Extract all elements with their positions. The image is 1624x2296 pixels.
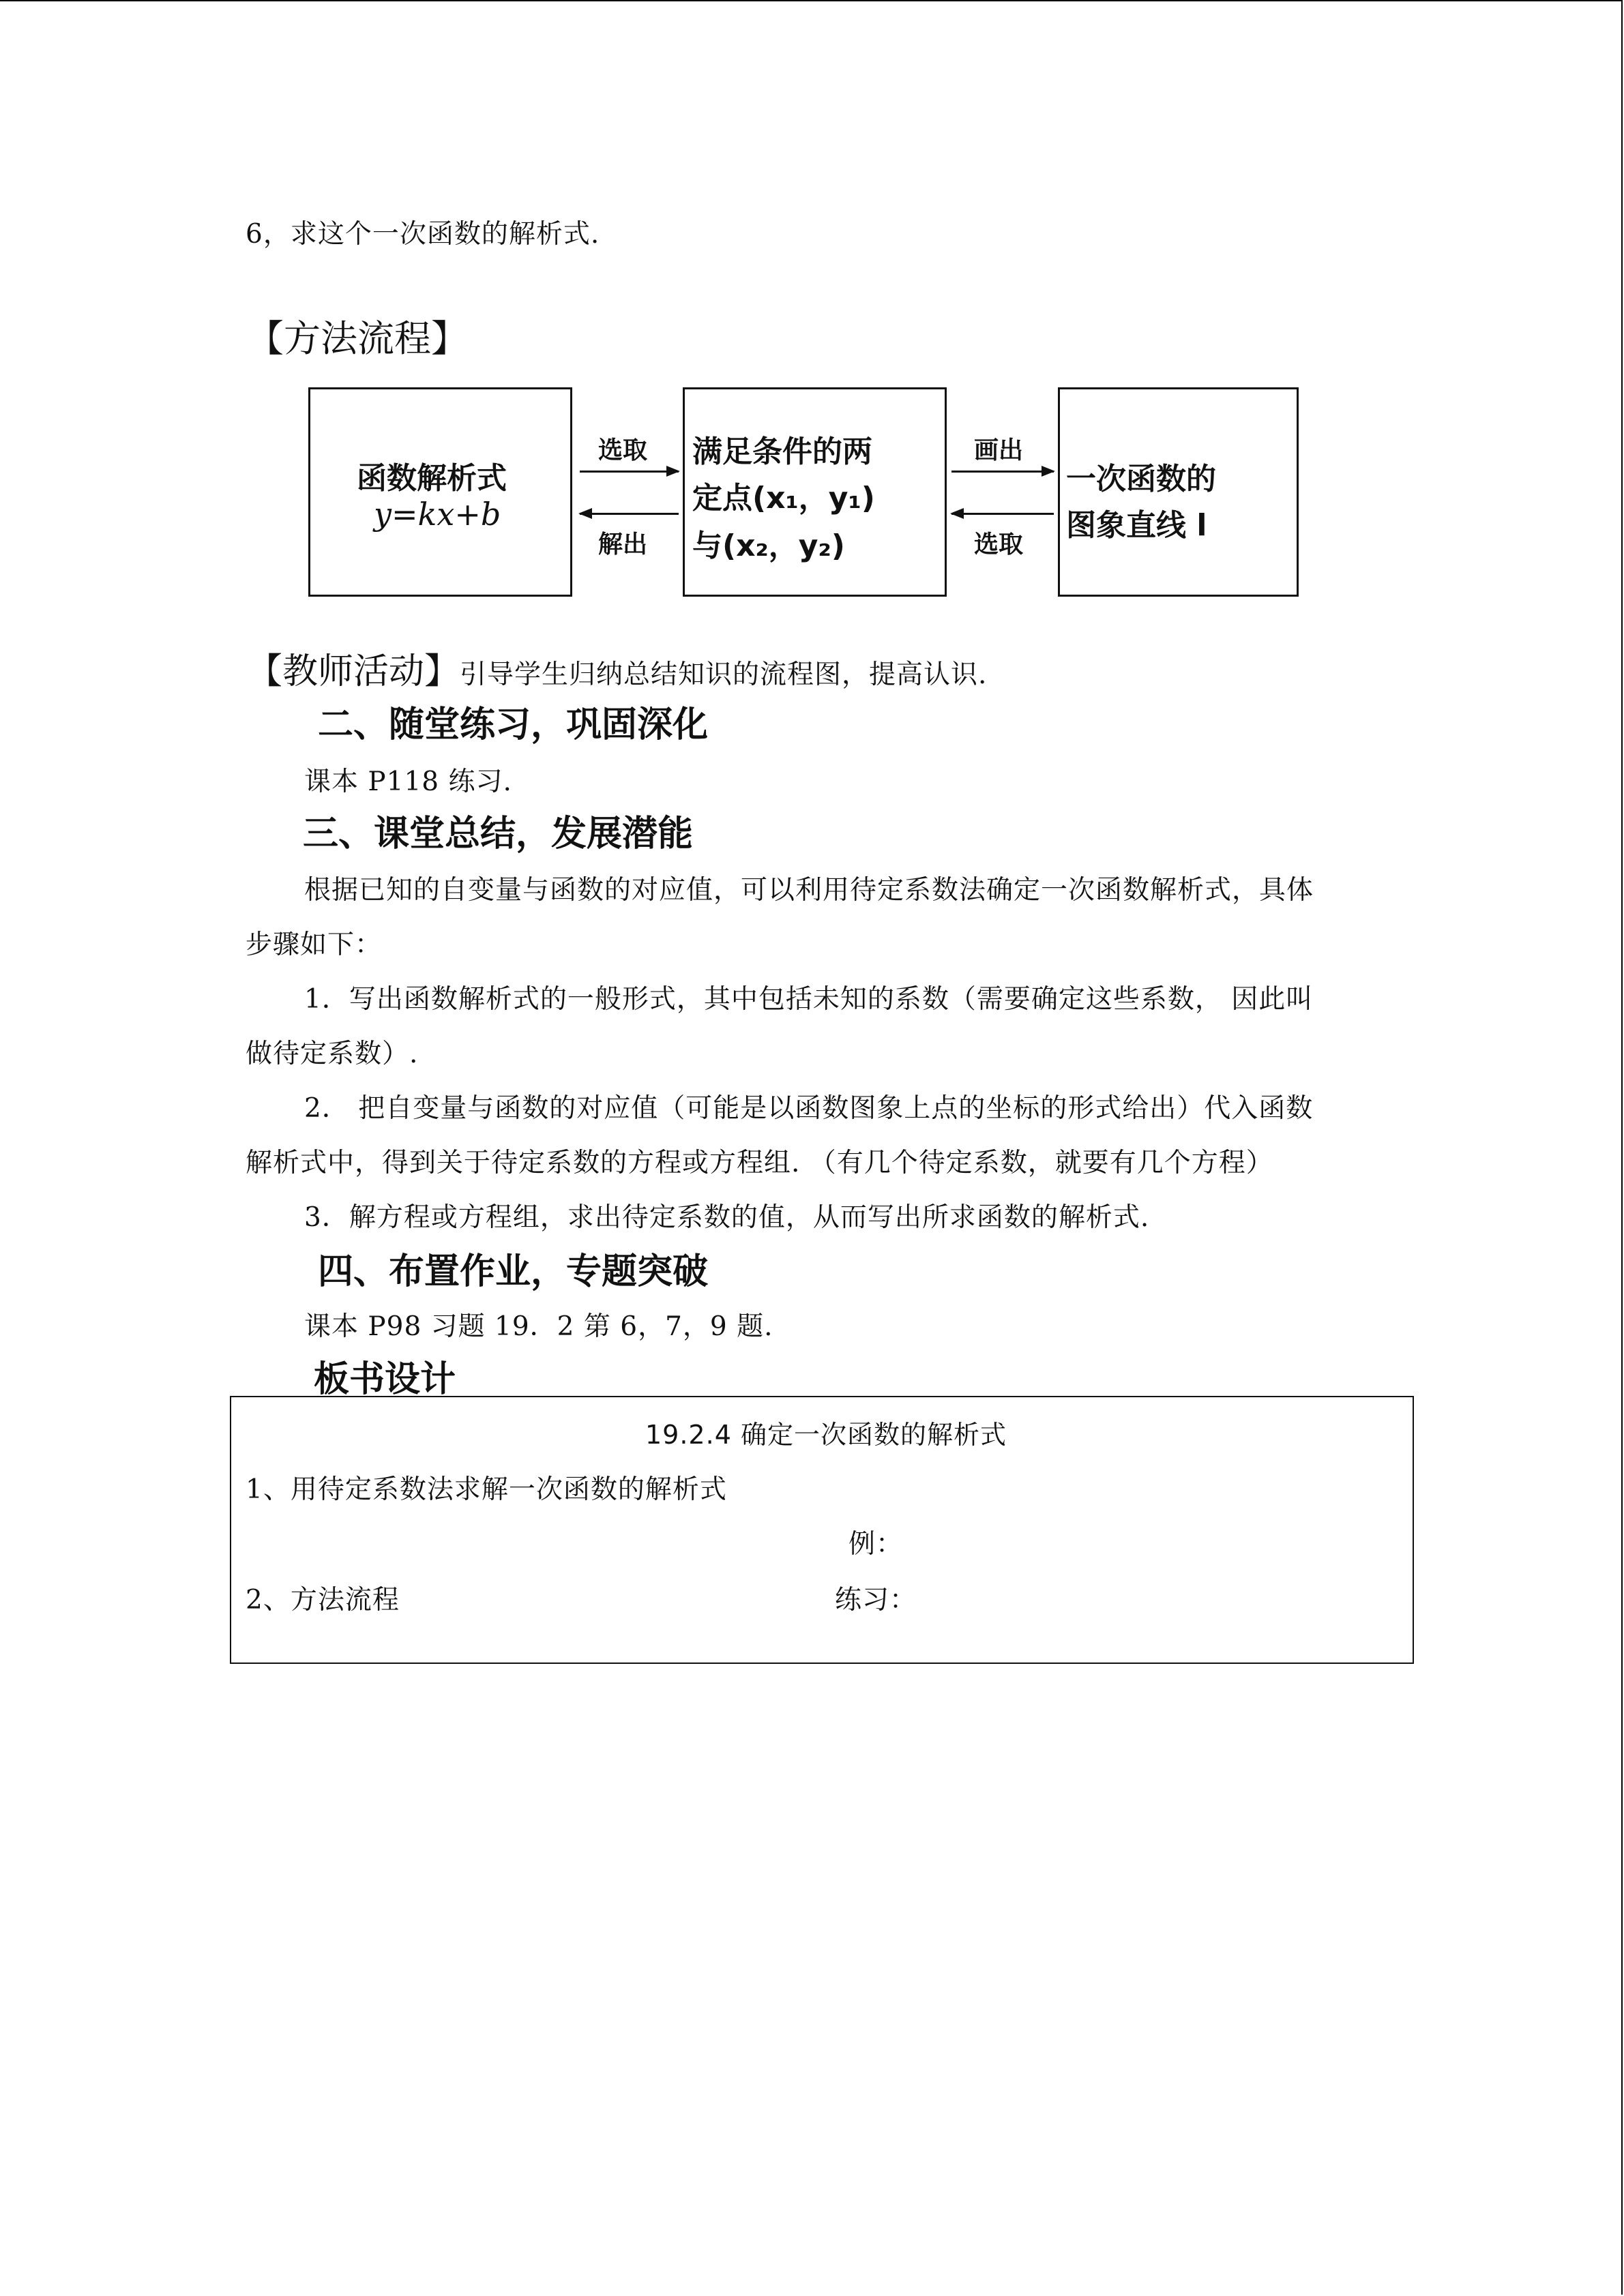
section4-text: 课本 P98 习题 19．2 第 6，7，9 题. [304, 1311, 773, 1342]
section3-para-line2: 步骤如下： [246, 929, 383, 960]
teacher-activity-text: 引导学生归纳总结知识的流程图，提高认识. [460, 659, 988, 690]
section2-heading: 二、随堂练习，巩固深化 [318, 704, 709, 745]
section3-para-line1: 根据已知的自变量与函数的对应值，可以利用待定系数法确定一次函数解析式，具体 [304, 875, 1314, 906]
intro-line: 6，求这个一次函数的解析式. [246, 219, 600, 250]
teacher-activity [247, 642, 987, 694]
arrow-right-1 [580, 471, 679, 473]
section2-text: 课本 P118 练习. [304, 766, 512, 797]
board-title: 19.2.4 确定一次函数的解析式 [645, 1420, 1007, 1450]
arrow-left-2 [951, 513, 1054, 515]
step2-line1: 2． 把自变量与函数的对应值（可能是以函数图象上点的坐标的形式给出）代入函数 [304, 1093, 1314, 1124]
box1-formula: y=kx+b [374, 496, 501, 533]
section4-heading: 四、布置作业，专题突破 [318, 1251, 709, 1292]
box1-label: 函数解析式 [357, 461, 507, 496]
method-heading: 【方法流程】 [247, 317, 468, 360]
arrow2-bottom-label: 选取 [974, 531, 1024, 558]
step1-line1: 1．写出函数解析式的一般形式，其中包括未知的系数（需要确定这些系数， 因此叫 [304, 984, 1314, 1015]
step3: 3．解方程或方程组，求出待定系数的值，从而写出所求函数的解析式. [304, 1202, 1150, 1233]
box3-line1: 一次函数的 [1066, 462, 1216, 496]
box2-line2: 定点(x₁，y₁) [692, 481, 875, 516]
board-item1: 1、用待定系数法求解一次函数的解析式 [246, 1474, 727, 1505]
arrow2-top-label: 画出 [974, 436, 1024, 464]
board-example: 例： [848, 1529, 904, 1560]
board-design-box [230, 1396, 1414, 1664]
board-item2: 2、方法流程 [246, 1585, 400, 1615]
arrow-right-2 [951, 471, 1054, 473]
box2-line1: 满足条件的两 [692, 434, 872, 469]
box3-line2: 图象直线 l [1066, 508, 1207, 543]
arrow-left-1 [580, 513, 679, 515]
step2-line2: 解析式中，得到关于待定系数的方程或方程组. （有几个待定系数，就要有几个方程） [246, 1148, 1273, 1178]
step1-line2: 做待定系数）. [246, 1039, 419, 1069]
teacher-activity-label: 【教师活动】 [247, 651, 460, 692]
board-heading: 板书设计 [314, 1359, 456, 1400]
board-practice: 练习： [835, 1585, 917, 1615]
section3-heading: 三、课堂总结，发展潜能 [303, 814, 694, 854]
arrow1-top-label: 选取 [598, 436, 648, 464]
arrow1-bottom-label: 解出 [598, 531, 648, 558]
box2-line3: 与(x₂，y₂) [692, 528, 845, 563]
